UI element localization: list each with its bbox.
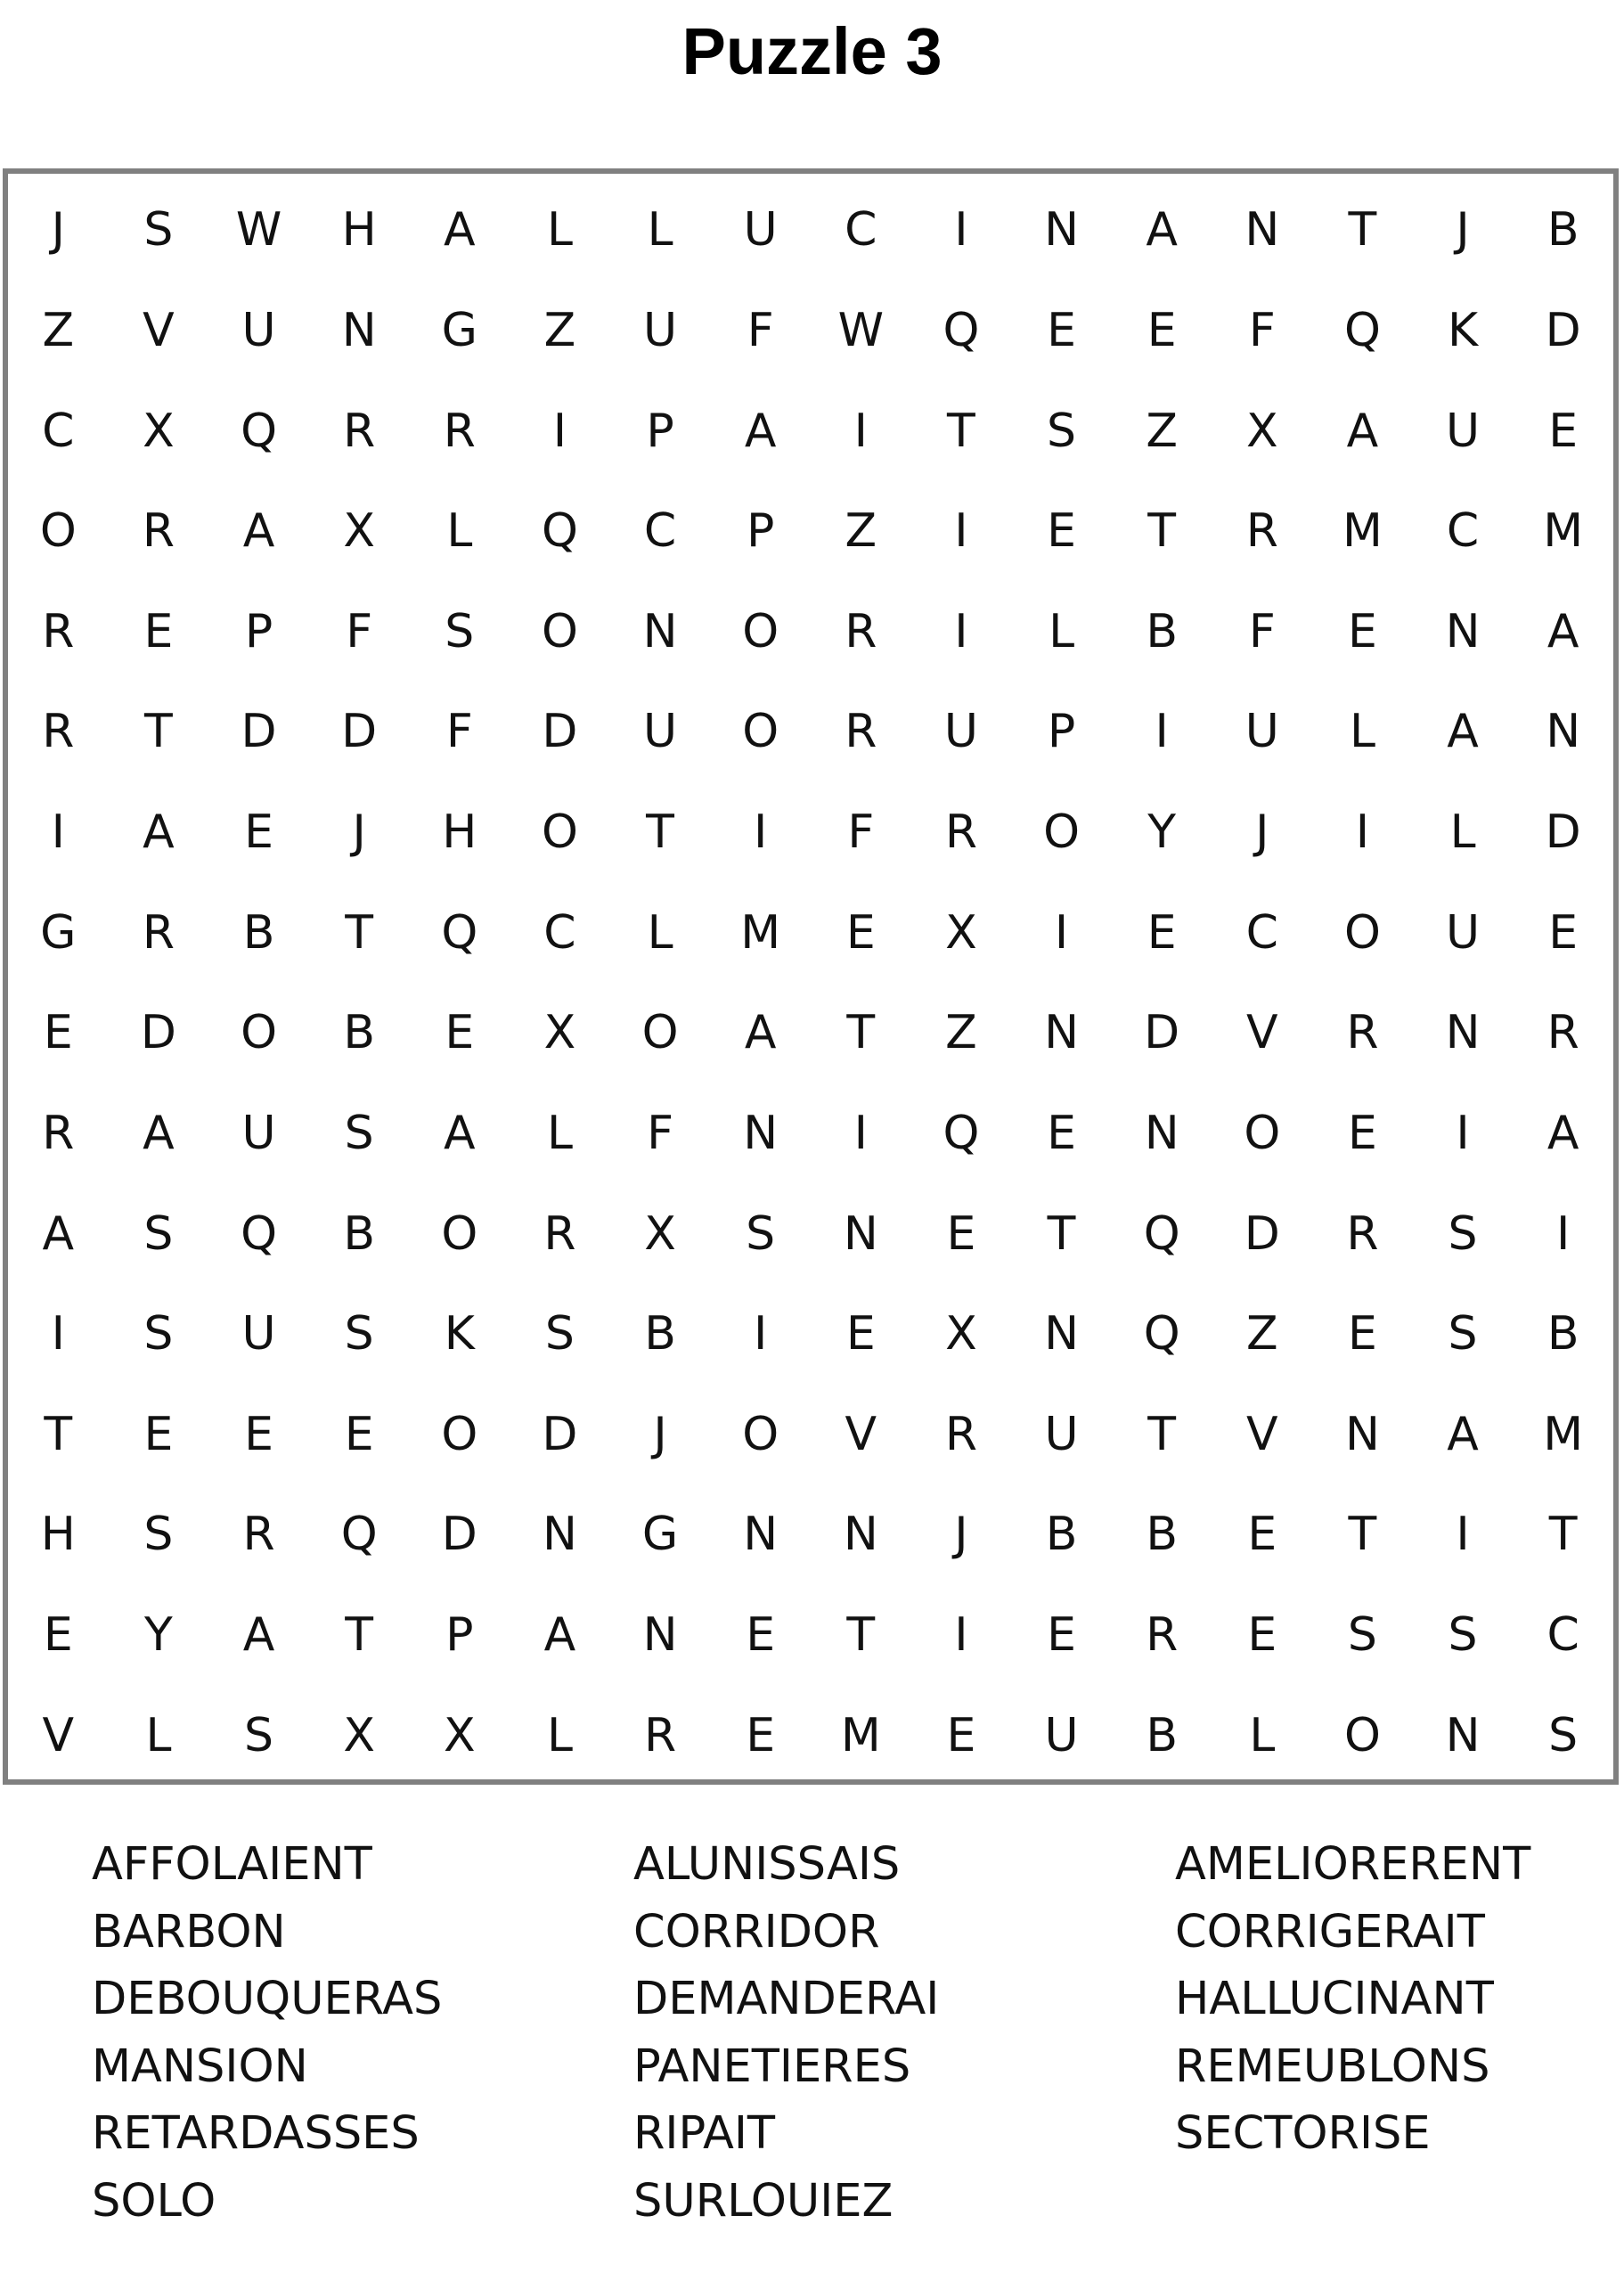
word-list-item: DEBOUQUERAS [92, 1973, 443, 2025]
grid-cell[interactable]: O [441, 1206, 478, 1261]
grid-cell[interactable]: X [644, 1206, 676, 1261]
grid-cell[interactable]: I [1355, 805, 1370, 860]
grid-cell[interactable]: Q [943, 303, 980, 357]
grid-cell[interactable]: N [1546, 705, 1581, 759]
grid-cell[interactable]: I [954, 604, 968, 658]
grid-cell[interactable]: D [441, 1508, 477, 1562]
grid-cell[interactable]: Z [1146, 404, 1178, 458]
word-list-item: BARBON [92, 1905, 286, 1958]
grid-cell[interactable]: Q [241, 404, 278, 458]
grid-cell[interactable]: J [352, 805, 366, 860]
grid-cell[interactable]: R [42, 604, 75, 658]
grid-cell[interactable]: X [343, 1708, 375, 1762]
grid-cell[interactable]: V [845, 1407, 877, 1461]
grid-cell[interactable]: S [1448, 1206, 1478, 1261]
grid-cell[interactable]: C [1546, 1608, 1579, 1663]
grid-cell[interactable]: R [443, 404, 476, 458]
grid-cell[interactable]: P [445, 1608, 474, 1663]
grid-cell[interactable]: L [1349, 705, 1375, 759]
grid-cell[interactable]: N [1044, 1006, 1080, 1060]
grid-cell[interactable]: J [954, 1508, 968, 1562]
word-list-item: PANETIERES [633, 2040, 911, 2093]
grid-cell[interactable]: C [1446, 504, 1480, 559]
grid-cell[interactable]: P [646, 404, 674, 458]
grid-cell[interactable]: C [1245, 905, 1278, 960]
grid-cell[interactable]: H [40, 1508, 76, 1562]
grid-cell[interactable]: I [1456, 1508, 1470, 1562]
grid-cell[interactable]: N [1344, 1407, 1380, 1461]
word-list-item: SOLO [92, 2174, 216, 2228]
grid-cell[interactable]: D [341, 705, 378, 759]
grid-cell[interactable]: E [244, 1407, 273, 1461]
grid-cell[interactable]: N [642, 1608, 678, 1663]
grid-cell[interactable]: X [1246, 404, 1278, 458]
grid-cell[interactable]: R [42, 705, 75, 759]
grid-cell[interactable]: T [345, 905, 374, 960]
grid-cell[interactable]: C [643, 504, 677, 559]
grid-cell[interactable]: T [44, 1407, 73, 1461]
grid-cell[interactable]: E [43, 1006, 73, 1060]
grid-cell[interactable]: F [346, 604, 373, 658]
grid-cell[interactable]: C [543, 905, 576, 960]
grid-cell[interactable]: R [845, 705, 877, 759]
grid-cell[interactable]: A [1546, 604, 1579, 658]
grid-cell[interactable]: P [1047, 705, 1076, 759]
grid-cell[interactable]: T [345, 1608, 374, 1663]
grid-cell[interactable]: S [445, 604, 475, 658]
grid-cell[interactable]: E [143, 1407, 174, 1461]
grid-cell[interactable]: Z [42, 303, 75, 357]
grid-cell[interactable]: E [244, 805, 273, 860]
grid-cell[interactable]: A [143, 805, 175, 860]
grid-cell[interactable]: A [1146, 203, 1178, 258]
grid-cell[interactable]: N [542, 1508, 577, 1562]
grid-cell[interactable]: B [343, 1006, 376, 1060]
grid-cell[interactable]: L [1049, 604, 1075, 658]
grid-cell[interactable]: A [444, 203, 476, 258]
grid-cell[interactable]: T [646, 805, 674, 860]
word-list-item: AMELIORERENT [1175, 1838, 1531, 1891]
grid-cell[interactable]: T [1348, 203, 1377, 258]
grid-cell[interactable]: A [1447, 1407, 1479, 1461]
word-list-item: MANSION [92, 2040, 308, 2093]
grid-cell[interactable]: I [754, 1307, 768, 1361]
grid-cell[interactable]: Z [945, 1006, 977, 1060]
grid-cell[interactable]: B [343, 1206, 376, 1261]
grid-cell[interactable]: D [1144, 1006, 1180, 1060]
grid-cell[interactable]: Q [441, 905, 478, 960]
grid-cell[interactable]: L [546, 1106, 573, 1160]
grid-cell[interactable]: E [1147, 303, 1177, 357]
grid-cell[interactable]: U [643, 303, 678, 357]
grid-cell[interactable]: U [1446, 905, 1481, 960]
grid-cell[interactable]: X [543, 1006, 576, 1060]
grid-cell[interactable]: R [944, 1407, 977, 1461]
word-list-item: REMEUBLONS [1175, 2040, 1490, 2093]
grid-cell[interactable]: E [445, 1006, 475, 1060]
grid-cell[interactable]: B [1045, 1508, 1078, 1562]
grid-cell[interactable]: U [1044, 1708, 1079, 1762]
word-list-item: DEMANDERAI [633, 1973, 940, 2025]
grid-cell[interactable]: A [1546, 1106, 1579, 1160]
grid-cell[interactable]: E [1548, 905, 1579, 960]
grid-cell[interactable]: L [647, 905, 673, 960]
grid-cell[interactable]: I [51, 1307, 65, 1361]
grid-cell[interactable]: U [1044, 1407, 1079, 1461]
grid-cell[interactable]: N [843, 1206, 878, 1261]
letter-grid[interactable] [3, 168, 1619, 1785]
grid-cell[interactable]: R [643, 1708, 677, 1762]
grid-cell[interactable]: M [1342, 504, 1383, 559]
grid-cell[interactable]: Z [845, 504, 877, 559]
grid-cell[interactable]: S [344, 1307, 374, 1361]
grid-cell[interactable]: E [845, 905, 876, 960]
grid-cell[interactable]: V [42, 1708, 75, 1762]
grid-cell[interactable]: O [1043, 805, 1081, 860]
grid-cell[interactable]: N [743, 1508, 779, 1562]
grid-cell[interactable]: Q [1343, 303, 1381, 357]
grid-cell[interactable]: O [1343, 1708, 1381, 1762]
grid-cell[interactable]: U [743, 203, 778, 258]
grid-cell[interactable]: H [341, 203, 377, 258]
grid-cell[interactable]: J [653, 1407, 667, 1461]
grid-cell[interactable]: R [42, 1106, 75, 1160]
grid-cell[interactable]: U [1446, 404, 1481, 458]
grid-cell[interactable]: L [1449, 805, 1476, 860]
grid-cell[interactable]: E [1548, 404, 1579, 458]
grid-cell[interactable]: I [552, 404, 567, 458]
grid-cell[interactable]: O [1343, 905, 1381, 960]
grid-cell[interactable]: O [541, 604, 578, 658]
grid-cell[interactable]: B [1546, 203, 1579, 258]
grid-cell[interactable]: O [39, 504, 77, 559]
grid-cell[interactable]: F [747, 303, 774, 357]
grid-cell[interactable]: E [746, 1608, 776, 1663]
grid-cell[interactable]: N [1044, 1307, 1080, 1361]
word-list [92, 1831, 1606, 2235]
word-list-item: ALUNISSAIS [633, 1838, 901, 1891]
grid-cell[interactable]: N [1245, 203, 1280, 258]
grid-cell[interactable]: R [543, 1206, 576, 1261]
grid-cell[interactable]: A [1447, 705, 1479, 759]
grid-cell[interactable]: G [641, 1508, 679, 1562]
grid-cell[interactable]: D [542, 705, 578, 759]
grid-cell[interactable]: H [442, 805, 477, 860]
grid-cell[interactable]: S [244, 1708, 274, 1762]
word-list-item: HALLUCINANT [1175, 1973, 1494, 2025]
grid-cell[interactable]: S [1047, 404, 1077, 458]
grid-cell[interactable]: X [343, 504, 375, 559]
grid-cell[interactable]: I [954, 203, 968, 258]
grid-cell[interactable]: I [1155, 705, 1169, 759]
grid-cell[interactable]: A [42, 1206, 75, 1261]
grid-cell[interactable]: T [846, 1006, 876, 1060]
word-list-item: SURLOUIEZ [633, 2174, 894, 2228]
grid-cell[interactable]: T [1047, 1206, 1076, 1261]
grid-cell[interactable]: R [944, 805, 977, 860]
grid-cell[interactable]: A [1346, 404, 1379, 458]
grid-cell[interactable]: X [143, 404, 175, 458]
grid-cell[interactable]: O [441, 1407, 478, 1461]
grid-cell[interactable]: E [43, 1608, 73, 1663]
grid-cell[interactable]: S [1548, 1708, 1579, 1762]
grid-cell[interactable]: L [1249, 1708, 1276, 1762]
grid-cell[interactable]: E [1348, 604, 1377, 658]
grid-cell[interactable]: C [845, 203, 877, 258]
grid-cell[interactable]: B [1146, 604, 1179, 658]
grid-cell[interactable]: O [742, 1407, 779, 1461]
grid-cell[interactable]: E [946, 1708, 976, 1762]
grid-cell[interactable]: L [546, 203, 573, 258]
grid-cell[interactable]: U [241, 1307, 276, 1361]
grid-cell[interactable]: S [143, 1206, 174, 1261]
grid-cell[interactable]: Q [1143, 1307, 1180, 1361]
grid-cell[interactable]: I [853, 1106, 868, 1160]
grid-cell[interactable]: E [1047, 1608, 1076, 1663]
grid-cell[interactable]: O [742, 604, 779, 658]
grid-cell[interactable]: R [845, 604, 877, 658]
grid-cell[interactable]: T [846, 1608, 876, 1663]
grid-cell[interactable]: R [1146, 1608, 1179, 1663]
grid-cell[interactable]: E [143, 604, 174, 658]
grid-cell[interactable]: X [945, 1307, 977, 1361]
grid-cell[interactable]: A [242, 504, 275, 559]
grid-cell[interactable]: O [641, 1006, 679, 1060]
grid-cell[interactable]: A [242, 1608, 275, 1663]
grid-cell[interactable]: L [145, 1708, 172, 1762]
grid-cell[interactable]: C [42, 404, 75, 458]
word-list-item: SECTORISE [1175, 2107, 1431, 2160]
grid-cell[interactable]: I [954, 1608, 968, 1663]
grid-cell[interactable]: M [1543, 504, 1584, 559]
grid-cell[interactable]: B [1146, 1508, 1179, 1562]
word-list-item: RIPAIT [633, 2107, 776, 2160]
word-list-item: CORRIGERAIT [1175, 1905, 1485, 1958]
grid-cell[interactable]: R [142, 905, 175, 960]
grid-cell[interactable]: X [444, 1708, 476, 1762]
word-list-item: RETARDASSES [92, 2107, 420, 2160]
word-list-item: CORRIDOR [633, 1905, 880, 1958]
grid-cell[interactable]: S [143, 203, 174, 258]
grid-cell[interactable]: K [1448, 303, 1479, 357]
grid-cell[interactable]: U [943, 705, 978, 759]
grid-cell[interactable]: P [747, 504, 775, 559]
grid-cell[interactable]: Q [541, 504, 578, 559]
grid-cell[interactable]: F [445, 705, 473, 759]
grid-cell[interactable]: N [1445, 1708, 1481, 1762]
grid-cell[interactable]: E [1247, 1608, 1277, 1663]
grid-cell[interactable]: W [235, 203, 282, 258]
grid-cell[interactable]: S [1448, 1608, 1478, 1663]
grid-cell[interactable]: R [1546, 1006, 1579, 1060]
grid-cell[interactable]: J [1255, 805, 1269, 860]
grid-cell[interactable]: R [1245, 504, 1278, 559]
grid-cell[interactable]: V [143, 303, 175, 357]
grid-cell[interactable]: S [344, 1106, 374, 1160]
grid-cell[interactable]: D [140, 1006, 176, 1060]
grid-cell[interactable]: B [242, 905, 275, 960]
grid-cell[interactable]: I [853, 404, 868, 458]
grid-cell[interactable]: F [1248, 303, 1276, 357]
grid-cell[interactable]: W [837, 303, 885, 357]
grid-cell[interactable]: L [647, 203, 673, 258]
grid-cell[interactable]: N [1445, 604, 1481, 658]
grid-cell[interactable]: S [1347, 1608, 1377, 1663]
grid-cell[interactable]: S [143, 1307, 174, 1361]
grid-cell[interactable]: A [744, 1006, 777, 1060]
grid-cell[interactable]: F [1248, 604, 1276, 658]
grid-cell[interactable]: E [1348, 1106, 1377, 1160]
grid-cell[interactable]: E [1147, 905, 1177, 960]
grid-cell[interactable]: U [241, 1106, 276, 1160]
grid-cell[interactable]: Q [1143, 1206, 1180, 1261]
grid-cell[interactable]: D [542, 1407, 578, 1461]
grid-cell[interactable]: I [51, 805, 65, 860]
grid-cell[interactable]: E [1047, 1106, 1076, 1160]
grid-cell[interactable]: U [241, 303, 276, 357]
grid-cell[interactable]: T [144, 705, 173, 759]
grid-cell[interactable]: O [241, 1006, 278, 1060]
grid-cell[interactable]: I [1456, 1106, 1470, 1160]
grid-cell[interactable]: U [643, 705, 678, 759]
grid-cell[interactable]: N [1044, 203, 1080, 258]
grid-cell[interactable]: L [446, 504, 473, 559]
grid-cell[interactable]: O [742, 705, 779, 759]
grid-cell[interactable]: A [543, 1608, 576, 1663]
grid-cell[interactable]: N [843, 1508, 878, 1562]
grid-cell[interactable]: T [1348, 1508, 1377, 1562]
grid-cell[interactable]: R [142, 504, 175, 559]
grid-cell[interactable]: Q [340, 1508, 378, 1562]
grid-cell[interactable]: R [343, 404, 376, 458]
grid-cell[interactable]: S [746, 1206, 776, 1261]
grid-cell[interactable]: I [1556, 1206, 1571, 1261]
grid-cell[interactable]: R [1346, 1206, 1379, 1261]
grid-cell[interactable]: U [1245, 705, 1279, 759]
grid-cell[interactable]: I [954, 504, 968, 559]
grid-cell[interactable]: G [40, 905, 77, 960]
grid-cell[interactable]: S [544, 1307, 575, 1361]
grid-cell[interactable]: Q [943, 1106, 980, 1160]
grid-cell[interactable]: I [1054, 905, 1069, 960]
grid-cell[interactable]: R [242, 1508, 275, 1562]
grid-cell[interactable]: N [341, 303, 377, 357]
grid-cell[interactable]: M [1543, 1407, 1584, 1461]
grid-cell[interactable]: Y [144, 1608, 173, 1663]
grid-cell[interactable]: T [1147, 1407, 1177, 1461]
grid-cell[interactable]: Z [1246, 1307, 1278, 1361]
grid-cell[interactable]: T [1548, 1508, 1578, 1562]
grid-cell[interactable]: V [1246, 1006, 1278, 1060]
grid-cell[interactable]: K [444, 1307, 475, 1361]
grid-cell[interactable]: T [1147, 504, 1177, 559]
grid-cell[interactable]: M [840, 1708, 881, 1762]
word-list-item: AFFOLAIENT [92, 1838, 372, 1891]
grid-cell[interactable]: T [947, 404, 975, 458]
grid-cell[interactable]: A [744, 404, 777, 458]
grid-cell[interactable]: E [1047, 303, 1076, 357]
grid-cell[interactable]: A [444, 1106, 476, 1160]
grid-cell[interactable]: F [647, 1106, 674, 1160]
grid-cell[interactable]: S [1448, 1307, 1478, 1361]
grid-cell[interactable]: N [1445, 1006, 1481, 1060]
grid-cell[interactable]: G [441, 303, 477, 357]
grid-cell[interactable]: Y [1147, 805, 1177, 860]
grid-cell[interactable]: L [546, 1708, 573, 1762]
grid-cell[interactable]: Q [241, 1206, 278, 1261]
grid-cell[interactable]: I [754, 805, 768, 860]
grid-cell[interactable]: B [1546, 1307, 1579, 1361]
grid-cell[interactable]: P [244, 604, 273, 658]
grid-cell[interactable]: B [1146, 1708, 1179, 1762]
grid-cell[interactable]: E [845, 1307, 876, 1361]
grid-cell[interactable]: J [51, 203, 65, 258]
grid-cell[interactable]: O [1244, 1106, 1281, 1160]
grid-cell[interactable]: E [1348, 1307, 1377, 1361]
grid-cell[interactable]: D [1545, 303, 1581, 357]
grid-cell[interactable]: E [746, 1708, 776, 1762]
grid-cell[interactable]: X [945, 905, 977, 960]
grid-cell[interactable]: D [241, 705, 277, 759]
grid-cell[interactable]: F [847, 805, 875, 860]
grid-cell[interactable]: N [743, 1106, 779, 1160]
grid-cell[interactable]: D [1545, 805, 1581, 860]
grid-cell[interactable]: O [541, 805, 578, 860]
grid-cell[interactable]: R [1346, 1006, 1379, 1060]
grid-cell[interactable]: Z [543, 303, 576, 357]
grid-cell[interactable]: E [946, 1206, 976, 1261]
puzzle-title: Puzzle 3 [681, 14, 943, 88]
grid-cell[interactable]: A [143, 1106, 175, 1160]
grid-cell[interactable]: N [1144, 1106, 1179, 1160]
grid-cell[interactable]: M [740, 905, 781, 960]
grid-cell[interactable]: N [642, 604, 678, 658]
grid-cell[interactable]: V [1246, 1407, 1278, 1461]
grid-cell[interactable]: E [1247, 1508, 1277, 1562]
grid-cell[interactable]: S [143, 1508, 174, 1562]
grid-cell[interactable]: D [1244, 1206, 1280, 1261]
grid-cell[interactable]: J [1456, 203, 1470, 258]
grid-cell[interactable]: E [344, 1407, 374, 1461]
grid-cell[interactable]: E [1047, 504, 1076, 559]
grid-cell[interactable]: B [644, 1307, 676, 1361]
